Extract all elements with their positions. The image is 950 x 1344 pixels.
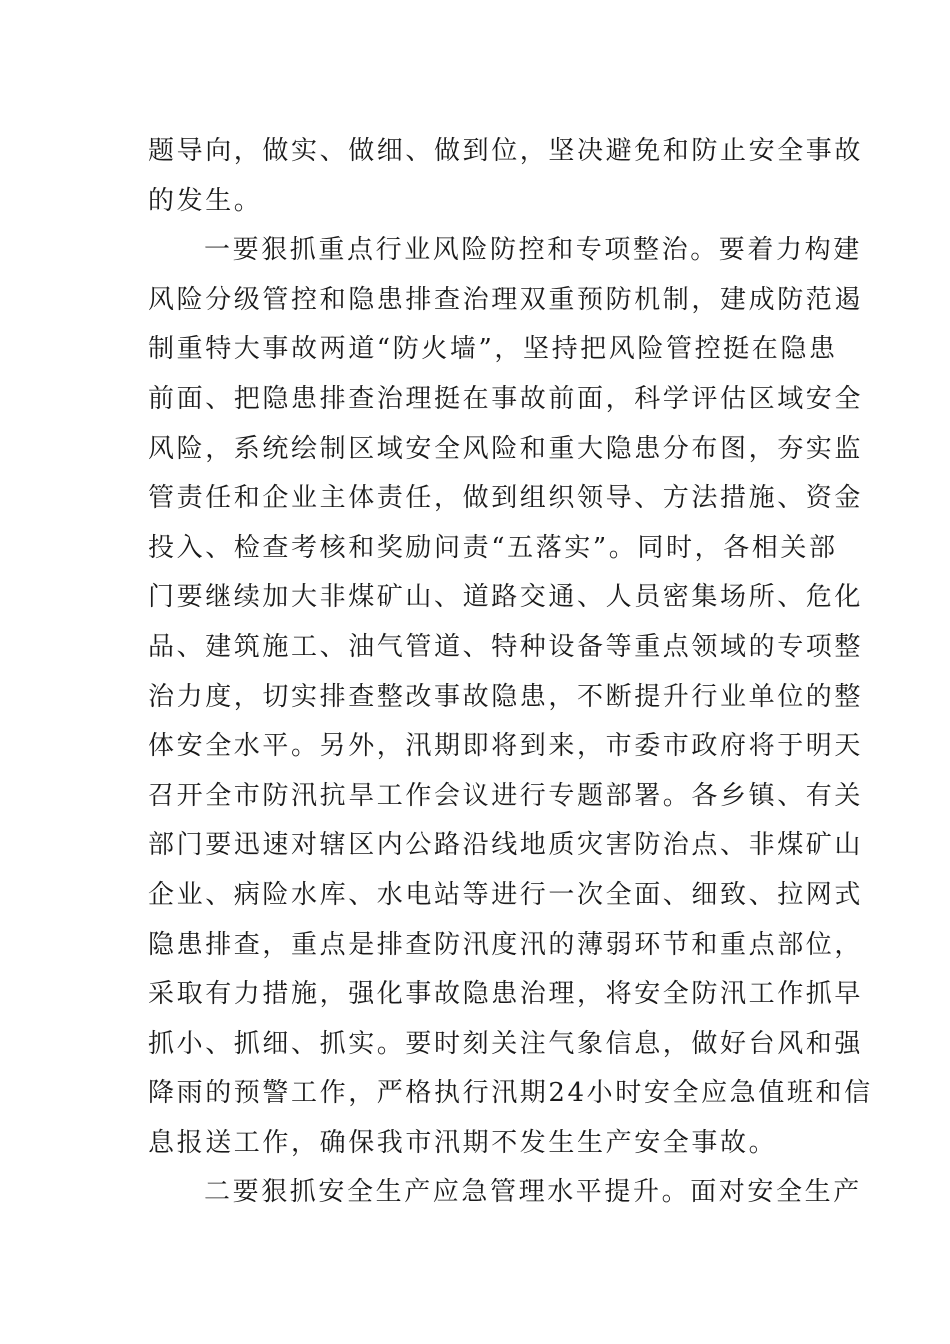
text-line: 风险，系统绘制区域安全风险和重大隐患分布图，夯实监 bbox=[148, 433, 864, 464]
text-line: 降雨的预警工作，严格执行汛期24小时安全应急值班和信 bbox=[148, 1078, 873, 1109]
text-line: 体安全水平。另外，汛期即将到来，市委市政府将于明天 bbox=[148, 731, 864, 762]
text-line: 的发生。 bbox=[148, 185, 263, 216]
text-line: 风险分级管控和隐患排查治理双重预防机制，建成防范遏 bbox=[148, 284, 864, 315]
text-line: 制重特大事故两道“防火墙”，坚持把风险管控挺在隐患 bbox=[148, 334, 838, 365]
text-line: 企业、病险水库、水电站等进行一次全面、细致、拉网式 bbox=[148, 879, 864, 910]
paragraph-start-line: 二要狠抓安全生产应急管理水平提升。面对安全生产 bbox=[204, 1177, 862, 1208]
text-line: 抓小、抓细、抓实。要时刻关注气象信息，做好台风和强 bbox=[148, 1028, 864, 1059]
text-line: 治力度，切实排查整改事故隐患，不断提升行业单位的整 bbox=[148, 681, 864, 712]
text-line: 隐患排查，重点是排查防汛度汛的薄弱环节和重点部位， bbox=[148, 929, 864, 960]
text-line: 息报送工作，确保我市汛期不发生生产安全事故。 bbox=[148, 1127, 778, 1158]
document-body bbox=[148, 127, 873, 1218]
text-line: 品、建筑施工、油气管道、特种设备等重点领域的专项整 bbox=[148, 631, 864, 662]
text-line: 题导向，做实、做细、做到位，坚决避免和防止安全事故 bbox=[148, 136, 864, 166]
text-line: 前面、把隐患排查治理挺在事故前面，科学评估区域安全 bbox=[148, 383, 864, 414]
paragraph-start-line: 一要狠抓重点行业风险防控和专项整治。要着力构建 bbox=[204, 235, 862, 266]
text-line: 采取有力措施，强化事故隐患治理，将安全防汛工作抓早 bbox=[148, 979, 864, 1010]
text-line: 部门要迅速对辖区内公路沿线地质灾害防治点、非煤矿山 bbox=[148, 830, 864, 861]
text-line: 投入、检查考核和奖励问责“五落实”。同时，各相关部 bbox=[148, 532, 838, 563]
text-line: 门要继续加大非煤矿山、道路交通、人员密集场所、危化 bbox=[148, 582, 864, 613]
text-line: 召开全市防汛抗旱工作会议进行专题部署。各乡镇、有关 bbox=[148, 780, 864, 811]
text-line: 管责任和企业主体责任，做到组织领导、方法措施、资金 bbox=[148, 483, 864, 514]
